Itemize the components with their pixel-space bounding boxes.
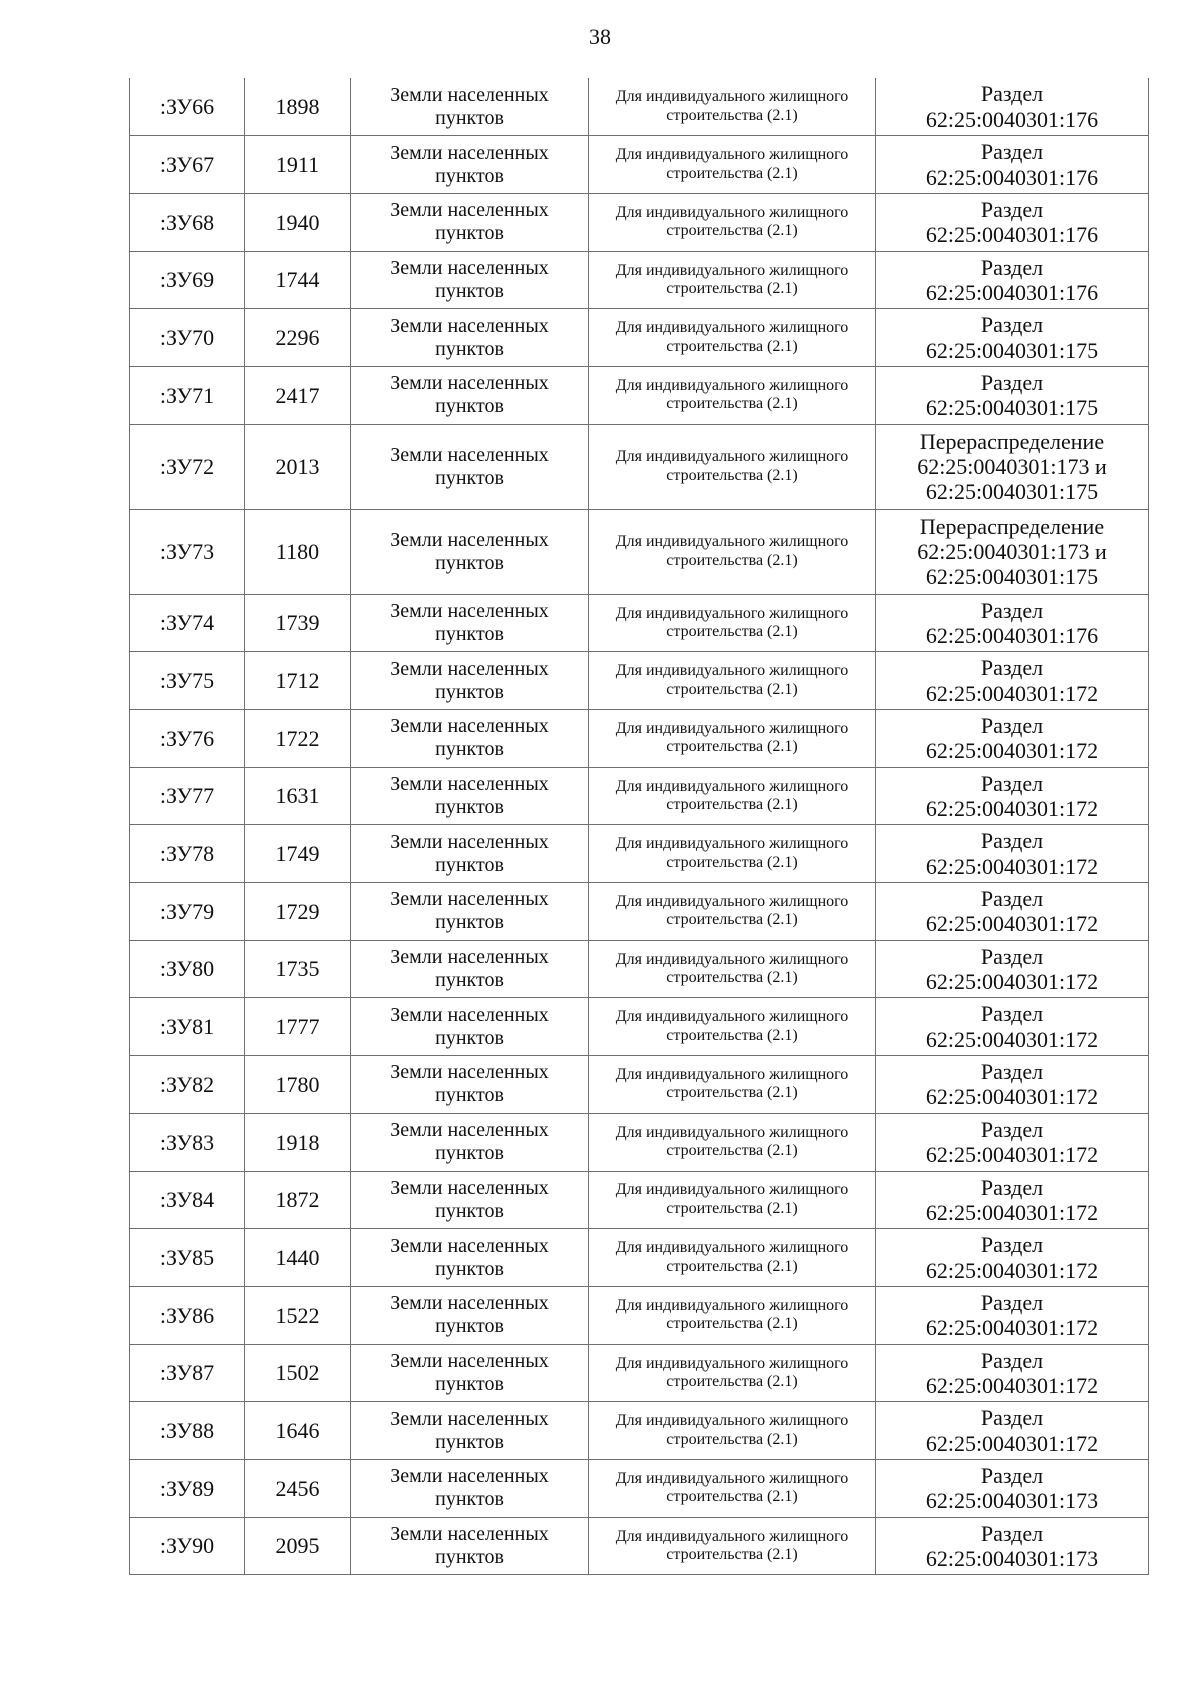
land-category-cell: Земли населенных пунктов — [351, 883, 589, 941]
plot-id-cell: :ЗУ81 — [130, 998, 245, 1056]
plot-area-cell: 1735 — [245, 940, 351, 998]
formation-basis-cell — [876, 1517, 1149, 1575]
formation-basis-line: 62:25:0040301:176 — [925, 164, 1099, 190]
plot-id-cell: :ЗУ74 — [130, 594, 245, 652]
permitted-use-cell: Для индивидуального жилищного строительства (2.1) — [589, 1402, 876, 1460]
land-category-cell: Земли населенных пунктов — [351, 594, 589, 652]
formation-basis-line: Раздел — [980, 254, 1044, 280]
formation-basis-cell — [876, 652, 1149, 710]
formation-basis-line: Раздел — [980, 1520, 1044, 1546]
formation-basis-cell — [876, 1344, 1149, 1402]
formation-basis-line: Раздел — [980, 312, 1044, 338]
formation-basis-line: 62:25:0040301:176 — [925, 222, 1099, 248]
formation-basis-line: 62:25:0040301:173 и — [917, 453, 1107, 479]
formation-basis-line: 62:25:0040301:175 — [925, 395, 1099, 421]
plot-id-cell: :ЗУ82 — [130, 1056, 245, 1114]
formation-basis-cell — [876, 509, 1149, 594]
table-row — [130, 594, 1149, 652]
permitted-use-cell: Для индивидуального жилищного строительства (2.1) — [589, 767, 876, 825]
plot-area-cell: 1502 — [245, 1344, 351, 1402]
plot-id-cell: :ЗУ77 — [130, 767, 245, 825]
plot-area-cell: 1911 — [245, 136, 351, 194]
formation-basis-cell — [876, 424, 1149, 509]
formation-basis-line: Раздел — [980, 1174, 1044, 1200]
land-category-cell: Земли населенных пунктов — [351, 1113, 589, 1171]
plot-area-cell: 2296 — [245, 309, 351, 367]
land-category-cell: Земли населенных пунктов — [351, 509, 589, 594]
permitted-use-cell: Для индивидуального жилищного строительства (2.1) — [589, 1171, 876, 1229]
plot-area-cell: 1777 — [245, 998, 351, 1056]
formation-basis-cell — [876, 78, 1149, 136]
table-row — [130, 1459, 1149, 1517]
formation-basis-line: Раздел — [980, 713, 1044, 739]
land-category-cell: Земли населенных пунктов — [351, 1286, 589, 1344]
plot-area-cell: 2456 — [245, 1459, 351, 1517]
formation-basis-line: 62:25:0040301:172 — [925, 1257, 1099, 1283]
formation-basis-line: 62:25:0040301:172 — [925, 738, 1099, 764]
table-row — [130, 193, 1149, 251]
permitted-use-cell: Для индивидуального жилищного строительства (2.1) — [589, 825, 876, 883]
permitted-use-cell: Для индивидуального жилищного строительства (2.1) — [589, 193, 876, 251]
formation-basis-line: Раздел — [980, 1405, 1044, 1431]
plot-id-cell: :ЗУ85 — [130, 1229, 245, 1287]
table-row — [130, 136, 1149, 194]
formation-basis-line: 62:25:0040301:173 — [925, 1488, 1099, 1514]
permitted-use-cell: Для индивидуального жилищного строительства (2.1) — [589, 1056, 876, 1114]
formation-basis-cell — [876, 710, 1149, 768]
formation-basis-cell — [876, 1113, 1149, 1171]
table-body — [130, 78, 1149, 1575]
formation-basis-cell — [876, 1229, 1149, 1287]
table-row — [130, 652, 1149, 710]
formation-basis-line: Раздел — [980, 597, 1044, 623]
plot-area-cell: 1780 — [245, 1056, 351, 1114]
formation-basis-line: Раздел — [980, 369, 1044, 395]
land-category-cell: Земли населенных пунктов — [351, 424, 589, 509]
land-category-cell: Земли населенных пунктов — [351, 1229, 589, 1287]
plot-area-cell: 1739 — [245, 594, 351, 652]
plot-area-cell: 2013 — [245, 424, 351, 509]
formation-basis-line: 62:25:0040301:172 — [925, 1142, 1099, 1168]
permitted-use-cell: Для индивидуального жилищного строительства (2.1) — [589, 940, 876, 998]
plot-id-cell: :ЗУ75 — [130, 652, 245, 710]
formation-basis-cell — [876, 883, 1149, 941]
permitted-use-cell: Для индивидуального жилищного строительства (2.1) — [589, 1344, 876, 1402]
table-row — [130, 883, 1149, 941]
table-row — [130, 1517, 1149, 1575]
formation-basis-cell — [876, 1056, 1149, 1114]
table-row — [130, 1056, 1149, 1114]
land-category-cell: Земли населенных пунктов — [351, 1402, 589, 1460]
formation-basis-line: 62:25:0040301:172 — [925, 1199, 1099, 1225]
plot-id-cell: :ЗУ86 — [130, 1286, 245, 1344]
plot-id-cell: :ЗУ90 — [130, 1517, 245, 1575]
land-category-cell: Земли населенных пунктов — [351, 767, 589, 825]
land-category-cell: Земли населенных пунктов — [351, 193, 589, 251]
formation-basis-line: Раздел — [980, 1116, 1044, 1142]
table-row — [130, 940, 1149, 998]
table-row — [130, 1113, 1149, 1171]
land-plots-table — [129, 78, 1149, 1575]
table-row — [130, 309, 1149, 367]
formation-basis-line: Раздел — [980, 1059, 1044, 1085]
formation-basis-cell — [876, 767, 1149, 825]
formation-basis-cell — [876, 998, 1149, 1056]
formation-basis-line: Раздел — [980, 1001, 1044, 1027]
formation-basis-line: 62:25:0040301:172 — [925, 969, 1099, 995]
formation-basis-line: 62:25:0040301:175 — [925, 564, 1099, 590]
plot-area-cell: 1522 — [245, 1286, 351, 1344]
plot-id-cell: :ЗУ78 — [130, 825, 245, 883]
land-category-cell: Земли населенных пунктов — [351, 251, 589, 309]
formation-basis-line: 62:25:0040301:172 — [925, 1084, 1099, 1110]
formation-basis-line: 62:25:0040301:172 — [925, 1026, 1099, 1052]
table-row — [130, 251, 1149, 309]
land-category-cell: Земли населенных пунктов — [351, 1517, 589, 1575]
plot-area-cell: 1749 — [245, 825, 351, 883]
formation-basis-line: 62:25:0040301:172 — [925, 911, 1099, 937]
formation-basis-cell — [876, 193, 1149, 251]
formation-basis-cell — [876, 366, 1149, 424]
permitted-use-cell: Для индивидуального жилищного строительства (2.1) — [589, 136, 876, 194]
formation-basis-cell — [876, 1402, 1149, 1460]
formation-basis-line: Раздел — [980, 81, 1044, 107]
formation-basis-line: 62:25:0040301:172 — [925, 680, 1099, 706]
plot-id-cell: :ЗУ69 — [130, 251, 245, 309]
plot-id-cell: :ЗУ70 — [130, 309, 245, 367]
formation-basis-line: 62:25:0040301:172 — [925, 1315, 1099, 1341]
permitted-use-cell: Для индивидуального жилищного строительства (2.1) — [589, 424, 876, 509]
formation-basis-cell — [876, 940, 1149, 998]
permitted-use-cell: Для индивидуального жилищного строительства (2.1) — [589, 78, 876, 136]
formation-basis-line: Раздел — [980, 196, 1044, 222]
table-row — [130, 1402, 1149, 1460]
plot-id-cell: :ЗУ76 — [130, 710, 245, 768]
plot-area-cell: 1729 — [245, 883, 351, 941]
formation-basis-line: 62:25:0040301:176 — [925, 279, 1099, 305]
plot-area-cell: 1440 — [245, 1229, 351, 1287]
formation-basis-cell — [876, 1171, 1149, 1229]
table-row — [130, 424, 1149, 509]
formation-basis-line: 62:25:0040301:172 — [925, 1430, 1099, 1456]
permitted-use-cell: Для индивидуального жилищного строительства (2.1) — [589, 594, 876, 652]
formation-basis-line: Раздел — [980, 655, 1044, 681]
plot-area-cell: 2095 — [245, 1517, 351, 1575]
plot-area-cell: 1631 — [245, 767, 351, 825]
land-category-cell: Земли населенных пунктов — [351, 825, 589, 883]
plot-id-cell: :ЗУ87 — [130, 1344, 245, 1402]
table-row — [130, 1344, 1149, 1402]
plot-area-cell: 1898 — [245, 78, 351, 136]
permitted-use-cell: Для индивидуального жилищного строительства (2.1) — [589, 998, 876, 1056]
table-row — [130, 998, 1149, 1056]
land-category-cell: Земли населенных пунктов — [351, 309, 589, 367]
land-category-cell: Земли населенных пунктов — [351, 652, 589, 710]
formation-basis-line: 62:25:0040301:176 — [925, 622, 1099, 648]
land-category-cell: Земли населенных пунктов — [351, 1056, 589, 1114]
formation-basis-line: Раздел — [980, 828, 1044, 854]
permitted-use-cell: Для индивидуального жилищного строительства (2.1) — [589, 1229, 876, 1287]
plot-area-cell: 1180 — [245, 509, 351, 594]
formation-basis-line: Раздел — [980, 1232, 1044, 1258]
formation-basis-line: 62:25:0040301:172 — [925, 796, 1099, 822]
formation-basis-cell — [876, 1286, 1149, 1344]
permitted-use-cell: Для индивидуального жилищного строительства (2.1) — [589, 652, 876, 710]
plot-id-cell: :ЗУ80 — [130, 940, 245, 998]
formation-basis-line: 62:25:0040301:175 — [925, 337, 1099, 363]
land-category-cell: Земли населенных пунктов — [351, 1344, 589, 1402]
formation-basis-line: 62:25:0040301:173 — [925, 1545, 1099, 1571]
formation-basis-line: Раздел — [980, 1347, 1044, 1373]
plot-id-cell: :ЗУ72 — [130, 424, 245, 509]
plot-area-cell: 2417 — [245, 366, 351, 424]
plot-id-cell: :ЗУ68 — [130, 193, 245, 251]
plot-id-cell: :ЗУ88 — [130, 1402, 245, 1460]
formation-basis-line: Раздел — [980, 943, 1044, 969]
plot-id-cell: :ЗУ79 — [130, 883, 245, 941]
plot-area-cell: 1712 — [245, 652, 351, 710]
table-row — [130, 366, 1149, 424]
land-category-cell: Земли населенных пунктов — [351, 136, 589, 194]
formation-basis-cell — [876, 251, 1149, 309]
permitted-use-cell: Для индивидуального жилищного строительства (2.1) — [589, 509, 876, 594]
permitted-use-cell: Для индивидуального жилищного строительства (2.1) — [589, 366, 876, 424]
formation-basis-line: 62:25:0040301:172 — [925, 853, 1099, 879]
formation-basis-line: 62:25:0040301:175 — [925, 479, 1099, 505]
formation-basis-line: 62:25:0040301:176 — [925, 106, 1099, 132]
permitted-use-cell: Для индивидуального жилищного строительства (2.1) — [589, 1113, 876, 1171]
formation-basis-cell — [876, 825, 1149, 883]
permitted-use-cell: Для индивидуального жилищного строительства (2.1) — [589, 251, 876, 309]
permitted-use-cell: Для индивидуального жилищного строительства (2.1) — [589, 309, 876, 367]
plot-area-cell: 1722 — [245, 710, 351, 768]
table-row — [130, 710, 1149, 768]
land-category-cell: Земли населенных пунктов — [351, 78, 589, 136]
permitted-use-cell: Для индивидуального жилищного строительства (2.1) — [589, 1286, 876, 1344]
formation-basis-line: Перераспределение — [919, 513, 1105, 539]
plot-area-cell: 1918 — [245, 1113, 351, 1171]
table-row — [130, 1286, 1149, 1344]
table-row — [130, 78, 1149, 136]
plot-area-cell: 1872 — [245, 1171, 351, 1229]
formation-basis-line: Раздел — [980, 770, 1044, 796]
plot-id-cell: :ЗУ83 — [130, 1113, 245, 1171]
permitted-use-cell: Для индивидуального жилищного строительства (2.1) — [589, 1459, 876, 1517]
plot-id-cell: :ЗУ84 — [130, 1171, 245, 1229]
plot-id-cell: :ЗУ66 — [130, 78, 245, 136]
plot-id-cell: :ЗУ73 — [130, 509, 245, 594]
land-category-cell: Земли населенных пунктов — [351, 1459, 589, 1517]
formation-basis-line: 62:25:0040301:173 и — [917, 538, 1107, 564]
formation-basis-line: Раздел — [980, 1462, 1044, 1488]
land-category-cell: Земли населенных пунктов — [351, 710, 589, 768]
land-category-cell: Земли населенных пунктов — [351, 366, 589, 424]
plot-id-cell: :ЗУ71 — [130, 366, 245, 424]
table-row — [130, 825, 1149, 883]
table-row — [130, 767, 1149, 825]
table-row — [130, 1171, 1149, 1229]
plot-area-cell: 1940 — [245, 193, 351, 251]
formation-basis-cell — [876, 1459, 1149, 1517]
table-row — [130, 1229, 1149, 1287]
plot-area-cell: 1744 — [245, 251, 351, 309]
page-number: 38 — [589, 24, 611, 49]
permitted-use-cell: Для индивидуального жилищного строительства (2.1) — [589, 1517, 876, 1575]
table-row — [130, 509, 1149, 594]
formation-basis-line: Раздел — [980, 139, 1044, 165]
formation-basis-cell — [876, 594, 1149, 652]
formation-basis-line: Раздел — [980, 886, 1044, 912]
plot-id-cell: :ЗУ89 — [130, 1459, 245, 1517]
permitted-use-cell: Для индивидуального жилищного строительства (2.1) — [589, 710, 876, 768]
formation-basis-cell — [876, 136, 1149, 194]
formation-basis-cell — [876, 309, 1149, 367]
permitted-use-cell: Для индивидуального жилищного строительства (2.1) — [589, 883, 876, 941]
land-category-cell: Земли населенных пунктов — [351, 940, 589, 998]
land-category-cell: Земли населенных пунктов — [351, 1171, 589, 1229]
formation-basis-line: 62:25:0040301:172 — [925, 1372, 1099, 1398]
formation-basis-line: Раздел — [980, 1289, 1044, 1315]
formation-basis-line: Перераспределение — [919, 428, 1105, 454]
plot-id-cell: :ЗУ67 — [130, 136, 245, 194]
land-category-cell: Земли населенных пунктов — [351, 998, 589, 1056]
plot-area-cell: 1646 — [245, 1402, 351, 1460]
